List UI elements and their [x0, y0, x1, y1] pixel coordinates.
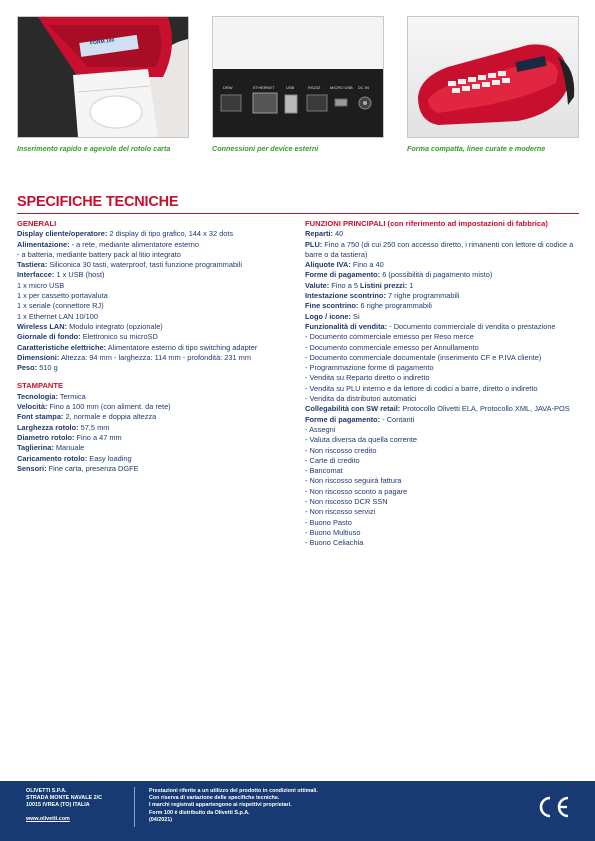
list-item: - Valuta diversa da quella corrente [305, 435, 418, 445]
caption-connections: Connessioni per device esterni [212, 144, 319, 153]
spec-value: - a rete, mediante alimentatore esterno [69, 239, 199, 249]
spec-label: Velocità: [17, 402, 48, 412]
website-link[interactable]: www.olivetti.com [26, 816, 70, 822]
list-item: - Assegni [305, 424, 336, 434]
spec-row [17, 363, 292, 373]
spec-value: Alimentatore esterno di tipo switching adapter [106, 342, 258, 352]
spec-row [17, 250, 292, 260]
spec-value: Manuale [53, 443, 85, 453]
list-item: - Documento commerciale emesso per Annullamento [305, 342, 479, 352]
spec-row [17, 402, 292, 412]
list-item: - Non riscosso credito [305, 445, 377, 455]
spec-row [17, 270, 292, 280]
spec-row [17, 291, 292, 301]
spec-forme-pagamento-list: Forme di pagamento: - Contanti [305, 414, 415, 424]
spec-row [17, 301, 292, 311]
generali-header: GENERALI [17, 219, 57, 228]
spec-value: 1 x seriale (connettore RJ) [17, 301, 104, 311]
spec-value: 1 x micro USB [17, 280, 65, 290]
spec-value: 1 x per cassetto portavaluta [17, 291, 108, 301]
product-photos [17, 16, 579, 166]
list-item: - Non riscosso DCR SSN [305, 497, 388, 507]
forme-pagamento-items [305, 425, 580, 549]
list-item: - Vendita da distributori automatici [305, 394, 417, 404]
spec-value: 2, normale e doppia altezza [63, 412, 157, 422]
spec-value: Easy loading [87, 453, 132, 463]
spec-logo: Logo / icone: Si [305, 311, 360, 321]
photo-cell-shape [407, 16, 579, 153]
port-label-dc-in: DC IN [358, 85, 369, 90]
list-item: - Programmazione forme di pagamento [305, 363, 434, 373]
spec-row [17, 464, 292, 474]
spec-row [17, 433, 292, 443]
port-label-rs232: RS232 [308, 85, 321, 90]
spec-row [17, 229, 292, 239]
spec-value: 1 x USB (host) [54, 270, 105, 280]
list-item: - Non riscosso servizi [305, 507, 376, 517]
spec-label: Tecnologia: [17, 391, 58, 401]
spec-label: Tastiera: [17, 260, 48, 270]
footer-note: (04/2021) [149, 816, 173, 823]
section-title: SPECIFICHE TECNICHE [17, 194, 179, 210]
footer-note: Prestazioni riferite a un utilizzo del prodotto in condizioni ottimali. [149, 788, 318, 794]
spec-label: Wireless LAN: [17, 321, 68, 331]
spec-label: Caratteristiche elettriche: [17, 342, 107, 352]
spec-value: - a batteria, mediante battery pack al litio integrato [17, 249, 181, 259]
title-divider [17, 213, 579, 214]
spec-label: Display cliente/operatore: [17, 229, 108, 239]
list-item: - Documento commerciale emesso per Reso merce [305, 332, 474, 342]
company-city: 10015 IVREA (TO) ITALIA [26, 802, 90, 809]
list-item: - Non riscosso seguirà fattura [305, 476, 402, 486]
spec-value: 2 display di tipo grafico, 144 x 32 dots [107, 229, 234, 239]
list-item: - Buono Celiachia [305, 538, 364, 548]
list-item: - Bancomat [305, 466, 343, 476]
spec-row [17, 443, 292, 453]
spec-row [17, 423, 292, 433]
company-street: STRADA MONTE NAVALE 2/C [26, 795, 102, 802]
photo-connections [212, 16, 384, 138]
spec-value: Fino a 47 mm [74, 432, 122, 442]
spec-forme-pagamento: Forme di pagamento: 6 (possibilità di pagamento misto) [305, 270, 493, 280]
spec-value: Modulo integrato (opzionale) [67, 321, 163, 331]
port-label-micro-usb: MICRO USB [330, 85, 353, 90]
spec-label: Peso: [17, 363, 38, 373]
spec-fine-scontrino: Fine scontrino: 6 righe programmabili [305, 301, 432, 311]
spec-label: Alimentazione: [17, 239, 70, 249]
spec-label: Interfacce: [17, 270, 55, 280]
caption-shape: Forma compatta, linee curate e moderne [407, 144, 546, 153]
spec-row [17, 454, 292, 464]
spec-label: Taglierina: [17, 443, 54, 453]
spec-row [17, 281, 292, 291]
spec-value: Fine carta, presenza DGFE [46, 463, 139, 473]
spec-label: Diametro rotolo: [17, 432, 75, 442]
spec-row [17, 332, 292, 342]
spec-row [17, 353, 292, 363]
spec-row [17, 343, 292, 353]
list-item: - Buono Multiuso [305, 527, 361, 537]
spec-label: Giornale di fondo: [17, 332, 81, 342]
funzionalita-list [305, 332, 580, 404]
list-item: - Vendita su PLU interno e da lettore di codici a barre, diretto o indiretto [305, 383, 538, 393]
photo-cell-paper [17, 16, 189, 153]
stampante-list [17, 392, 292, 474]
spec-plu: PLU: Fino a 750 (di cui 250 con accesso diretto, i rimanenti con lettore di codice a barre o da tastiera) [305, 239, 574, 259]
spec-value: 57,5 mm [78, 422, 110, 432]
list-item: - Buono Pasto [305, 517, 352, 527]
spec-value: Termica [57, 391, 86, 401]
footer-note: Form 100 è distribuito da Olivetti S.p.A. [149, 809, 250, 816]
stampante-header: STAMPANTE [17, 381, 64, 391]
spec-value: Siliconica 30 tasti, waterproof, tasti funzione programmabili [47, 260, 242, 270]
spec-value: 1 x Ethernet LAN 10/100 [17, 311, 98, 321]
list-item: - Non riscosso sconto a pagare [305, 486, 408, 496]
spec-valute: Valute: Fino a 5 Listini prezzi: 1 [305, 280, 414, 290]
caption-paper: Inserimento rapido e agevole del rotolo carta [17, 144, 171, 153]
photo-compact-shape [407, 16, 579, 138]
footer [0, 781, 595, 841]
spec-label: Dimensioni: [17, 352, 60, 362]
footer-divider [134, 787, 135, 827]
spec-aliquote: Aliquote IVA: Fino a 40 [305, 260, 384, 270]
spec-row [17, 260, 292, 270]
spec-label: Larghezza rotolo: [17, 422, 79, 432]
list-item: - Documento commerciale documentale (inserimento CF e P.IVA cliente) [305, 352, 542, 362]
spec-intestazione: Intestazione scontrino: 7 righe programmabili [305, 291, 460, 301]
footer-note: Con riserva di variazione delle specifiche tecniche. [149, 795, 280, 802]
footer-notes [149, 788, 318, 824]
spec-value: Fino a 100 mm (con aliment. da rete) [47, 402, 171, 412]
ce-mark-icon [536, 795, 572, 824]
spec-row [17, 392, 292, 402]
photo-paper-loading [17, 16, 189, 138]
list-item: - Carte di credito [305, 455, 360, 465]
spec-label: Sensori: [17, 463, 47, 473]
photo-cell-ports [212, 16, 384, 153]
spec-row [17, 240, 292, 250]
spec-row [17, 322, 292, 332]
spec-label: Caricamento rotolo: [17, 453, 88, 463]
footer-note: I marchi registrati appartengono ai rispettivi proprietari. [149, 802, 292, 809]
spec-collegabilita: Collegabilità con SW retail: Protocollo Olivetti ELA, Protocollo XML, JAVA-POS [305, 404, 570, 414]
specs-left-column [17, 219, 292, 474]
spec-value: Altezza: 94 mm - larghezza: 114 mm - profondità: 231 mm [59, 352, 251, 362]
funzioni-header: FUNZIONI PRINCIPALI (con riferimento ad impostazioni di fabbrica) [305, 219, 548, 228]
port-label-usb: USB [286, 85, 295, 90]
spec-reparti: Reparti: 40 [305, 229, 344, 239]
company-name: OLIVETTI S.P.A. [26, 788, 67, 794]
spec-funzionalita: Funzionalità di vendita: - Documento commerciale di vendita o prestazione [305, 321, 556, 331]
spec-value: 510 g [37, 363, 58, 373]
company-address [26, 788, 102, 810]
port-label-ethernet: ETHERNET [253, 85, 275, 90]
port-label-drw: DRW [223, 85, 233, 90]
spec-row [17, 412, 292, 422]
spec-value: Elettronico su microSD [80, 332, 158, 342]
spec-label: Font stampa: [17, 412, 64, 422]
paper-label: FORM 100 [89, 37, 115, 47]
generali-list [17, 229, 292, 373]
list-item: - Vendita su Reparto diretto o indiretto [305, 373, 430, 383]
specs-right-column [305, 219, 580, 549]
spec-row [17, 312, 292, 322]
